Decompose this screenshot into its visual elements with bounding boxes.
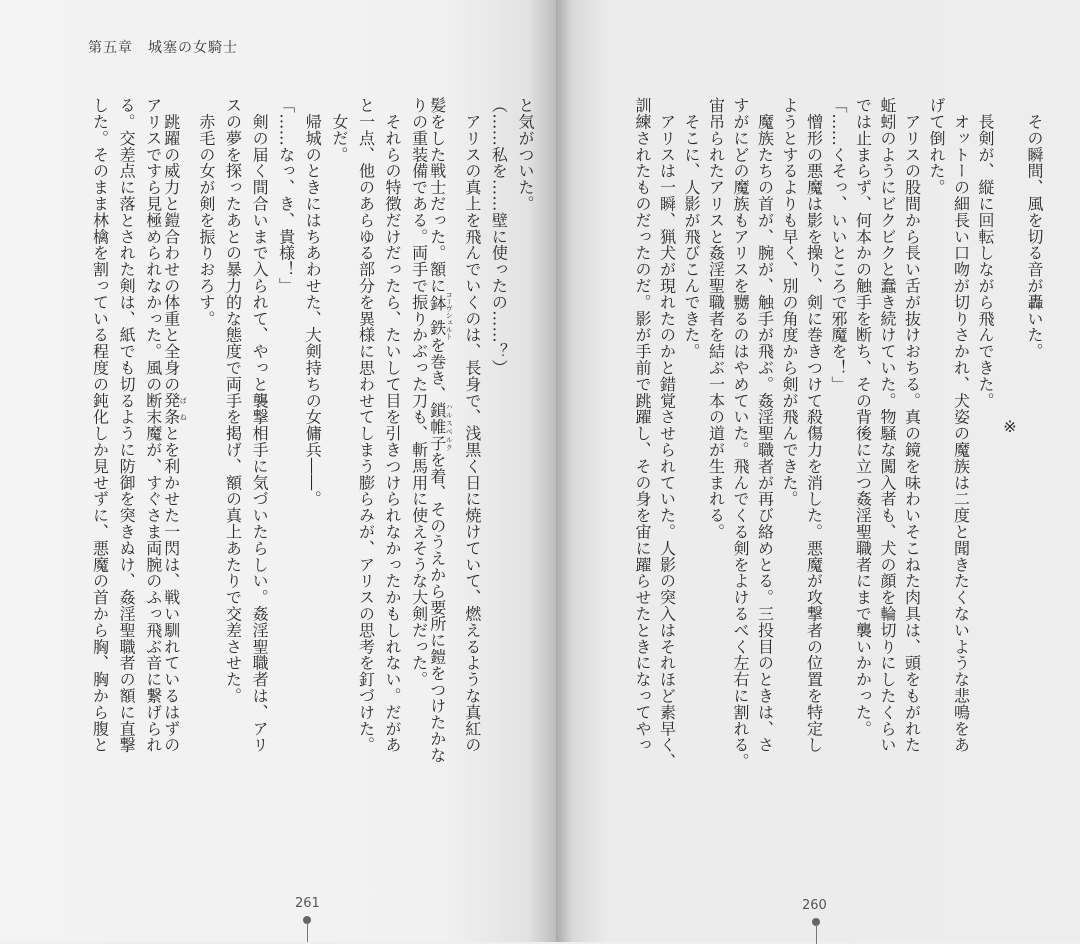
ruby-base: 鉢鉄 xyxy=(427,290,447,340)
page-marker-line xyxy=(816,924,817,944)
text-line xyxy=(453,97,480,757)
ruby-annotated-word xyxy=(427,402,454,452)
text-segment: オットーの細長い口吻が切りさかれ、犬姿の魔族は二度と聞きたくないような悲鳴をあ xyxy=(951,97,971,753)
text-line xyxy=(214,97,241,757)
text-segment: 訓練されたものだったのだ。影が手前で跳躍し、その身を宙に躍らせたときになってやっ xyxy=(633,97,652,753)
text-segment: る。交差点に落とされた剣は、紙でも切るように防御を突きぬけ、姦淫聖職者の額に直撃 xyxy=(117,97,137,753)
text-line xyxy=(748,97,773,757)
text-segment: 長剣が、縦に回転しながら飛んできた。 xyxy=(976,97,995,409)
text-segment: 帰城のときにはちあわせた、大剣持ちの女傭兵――。 xyxy=(303,97,323,507)
text-line xyxy=(944,97,969,757)
text-line xyxy=(161,97,188,757)
text-line xyxy=(675,97,700,757)
text-segment: そこに、人影が飛びこんできた。 xyxy=(682,97,701,360)
text-segment: げて倒れた。 xyxy=(927,97,946,196)
text-line xyxy=(480,97,507,757)
text-segment: 宙吊られたアリスと姦淫聖職者を結ぶ一本の道が生まれる。 xyxy=(706,97,726,540)
text-segment: 「……くそっ、いいところで邪魔を！」 xyxy=(829,97,848,393)
text-segment: 髪をした戦士だった。額に xyxy=(427,97,447,294)
right-page-text xyxy=(626,97,1044,770)
text-segment: と一点、他のあらゆる部分を異様に思わせてしまう膨らみが、アリスの思考を釘づけた。 xyxy=(356,97,376,753)
text-line xyxy=(294,97,321,757)
ruby-base: 鎖帷子 xyxy=(427,402,447,452)
text-segment: を巻き、 xyxy=(427,336,447,403)
section-break-mark xyxy=(993,97,1018,757)
text-segment: とを利かせた一閃は、戦い馴れているはずの xyxy=(161,425,181,754)
text-segment: アリスですら見極められなかった。風の断末魔が、すぐさま両腕のふっ飛ぶ音に繋げられ xyxy=(143,97,163,753)
text-line xyxy=(108,97,135,757)
page-number: 260 xyxy=(802,898,827,913)
text-line xyxy=(1018,97,1043,757)
text-line xyxy=(773,97,798,757)
text-line xyxy=(267,97,294,757)
text-line xyxy=(400,97,427,757)
text-line xyxy=(240,97,270,757)
text-segment: 蚯蚓のようにビクビクと蠢き続けていた。物騒な闖入者も、犬の顔を輪切りにしたくらい xyxy=(878,97,897,753)
text-segment: 赤毛の女が剣を振りおろす。 xyxy=(196,97,216,327)
text-segment: 「……なっ、き、貴様！」 xyxy=(276,97,296,294)
text-segment: アリスは一瞬、猟犬が現れたのかと錯覚させられていた。人影の突入はそれほど素早く、 xyxy=(657,97,677,770)
text-line xyxy=(699,97,724,757)
ruby-base: 発条 xyxy=(161,392,181,426)
text-line xyxy=(134,97,161,757)
text-segment: アリスの股間から長い舌が抜けおちる。真の鏡を味わいそこねた肉具は、頭をもがれた xyxy=(902,97,922,753)
text-segment: ようとするよりも早く、別の角度から剣が飛んできた。 xyxy=(780,97,799,507)
text-line xyxy=(187,97,214,757)
text-segment: 女だ。 xyxy=(329,97,349,163)
text-segment: 剣の届く間合いまで入られて、やっと襲撃相手に気づいたらしい。姦淫聖職者は、アリ xyxy=(250,97,270,753)
text-segment: その瞬間、風を切る音が轟いた。 xyxy=(1025,97,1044,360)
page-number: 261 xyxy=(295,896,320,911)
text-line xyxy=(626,97,651,757)
ruby-reading: コーヴシェルト xyxy=(445,290,454,340)
text-segment: それらの特徴だけだったら、たいして目を引きつけられなかったかもしれない。だがあ xyxy=(383,97,403,753)
ruby-annotated-word xyxy=(427,290,454,340)
text-segment: アリスの真上を飛んでいくのは、長身で、浅黒く日に焼けていて、燃えるような真紅の xyxy=(462,97,482,753)
text-segment: 憎形の悪魔は影を操り、剣に巻きつけて殺傷力を消した。悪魔が攻撃者の位置を特定し xyxy=(804,97,824,753)
text-segment: すがにどの魔族もアリスを嬲るのはやめていた。飛んでくる剣をよけるべく左右に割れる。 xyxy=(731,97,750,770)
text-line xyxy=(920,97,945,757)
text-line xyxy=(320,97,347,757)
text-line xyxy=(969,97,994,757)
chapter-header: 第五章 城塞の女騎士 xyxy=(88,40,238,56)
text-segment: した。そのまま林檎を割っている程度の鈍化しか見せずに、悪魔の首から胸、胸から腹と xyxy=(90,97,110,753)
left-page-text xyxy=(81,97,535,764)
text-line xyxy=(347,97,374,757)
text-segment: （……私を……壁に使ったの……？） xyxy=(489,97,509,376)
text-line xyxy=(797,97,822,757)
text-segment: 魔族たちの首が、腕が、触手が飛ぶ。姦淫聖職者が再び絡めとる。三投目のときは、さ xyxy=(755,97,775,753)
text-line xyxy=(427,97,454,764)
text-line xyxy=(724,97,750,770)
text-segment: りの重装備である。両手で振りかぶった刀も、斬馬用に使えそうな大剣だった。 xyxy=(409,97,429,688)
text-segment: スの夢を探ったあとの暴力的な態度で両手を掲げ、額の真上あたりで交差させた。 xyxy=(223,97,243,704)
text-line xyxy=(822,97,847,757)
text-line xyxy=(650,97,677,770)
text-segment: を着、そのうえから要所に鎧をつけたかな xyxy=(427,451,447,764)
ruby-reading: ハルスベルク xyxy=(445,402,454,452)
text-segment: 跳躍の威力と鎧合わせの体重と全身の xyxy=(161,97,181,393)
ruby-reading: ばね xyxy=(179,392,188,426)
page-marker-line xyxy=(307,922,308,942)
text-segment: では止まらず、何本かの触手を断ち、その背後に立つ姦淫聖職者にまで襲いかかった。 xyxy=(853,97,873,737)
ruby-annotated-word xyxy=(161,392,188,426)
text-line xyxy=(373,97,403,757)
text-line xyxy=(871,97,896,757)
text-line xyxy=(846,97,871,757)
text-segment: ※ xyxy=(1000,417,1020,437)
text-line xyxy=(895,97,920,757)
text-line xyxy=(81,97,108,757)
text-segment: と気がついた。 xyxy=(516,97,535,212)
text-line xyxy=(506,97,533,757)
